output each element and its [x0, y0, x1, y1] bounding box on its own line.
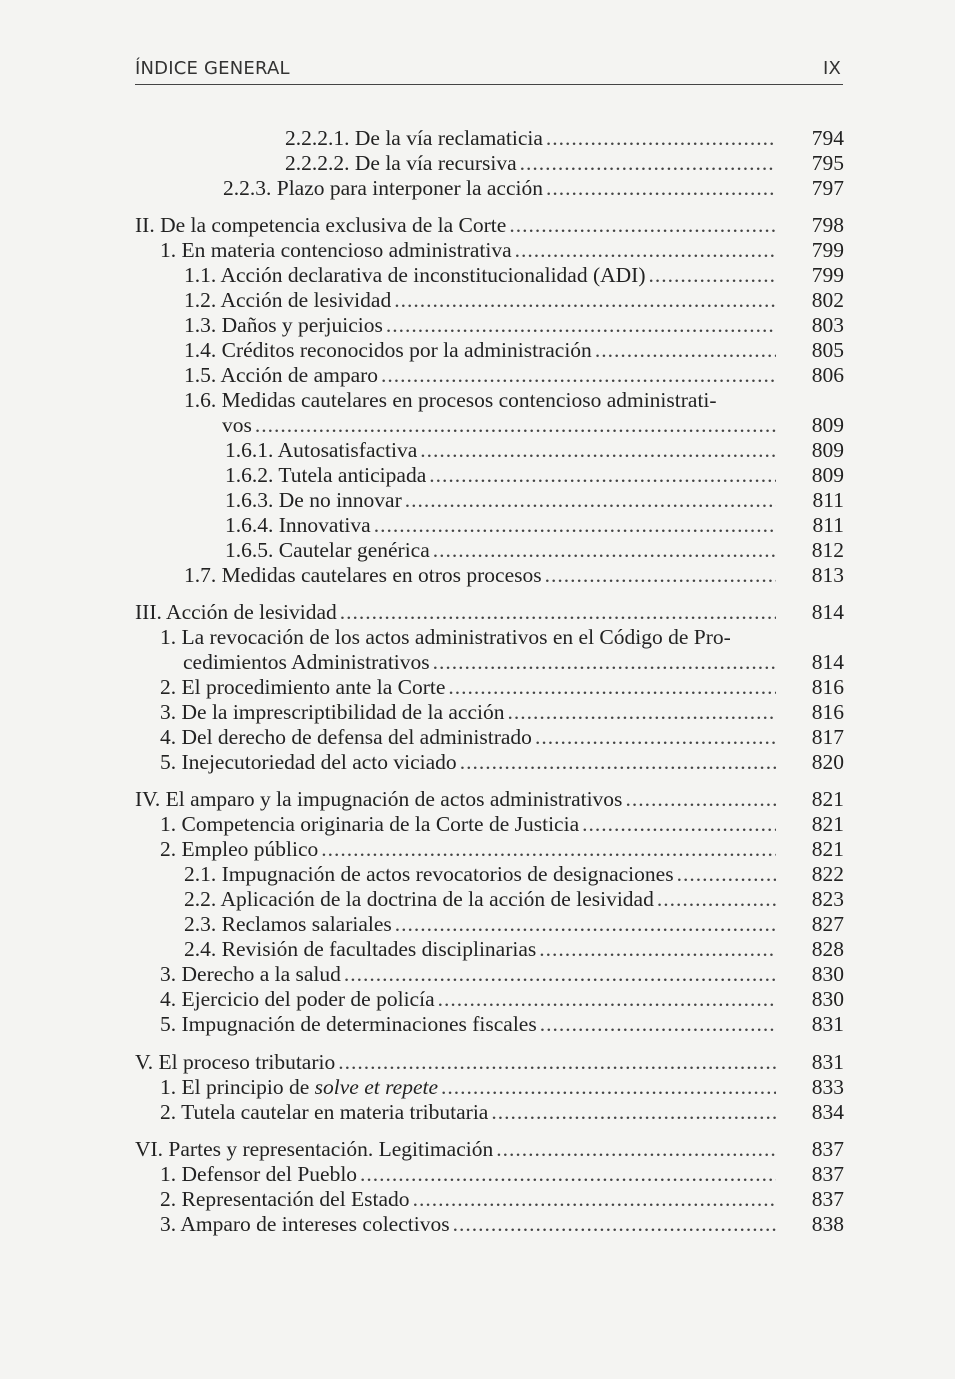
toc-page-number: 834: [811, 1100, 844, 1124]
toc-entry-label: 1. Competencia originaria de la Corte de Justicia: [160, 812, 580, 836]
toc-entry: [135, 787, 780, 812]
toc-entry: [160, 812, 780, 837]
toc-page-number: 811: [812, 488, 844, 512]
toc-entry-label: IV. El amparo y la impugnación de actos administrativos: [135, 787, 623, 811]
dot-leader: [546, 126, 776, 151]
dot-leader: [394, 288, 776, 313]
toc-entry-label: 2.2.2.1. De la vía reclamaticia: [285, 126, 543, 150]
toc-page-number: 809: [811, 438, 844, 462]
toc-entry: [135, 213, 780, 238]
toc-page-number: 821: [811, 812, 844, 836]
toc-entry-label: 1. En materia contencioso administrativa: [160, 238, 512, 262]
dot-leader: [420, 438, 776, 463]
toc-entry-label: V. El proceso tributario: [135, 1050, 336, 1074]
toc-entry: [225, 538, 780, 563]
toc-entry-label: 4. Ejercicio del poder de policía: [160, 987, 435, 1011]
dot-leader: [677, 862, 776, 887]
toc-entry-label: 2. Tutela cautelar en materia tributaria: [160, 1100, 489, 1124]
toc-entry-label: 2.2.3. Plazo para interponer la acción: [223, 176, 543, 200]
dot-leader: [433, 650, 776, 675]
dot-leader: [515, 238, 776, 263]
toc-entry: [160, 987, 780, 1012]
toc-page-number: 798: [811, 213, 844, 237]
toc-entry: [222, 413, 780, 438]
toc-entry: [160, 675, 780, 700]
toc-entry: [135, 1137, 780, 1162]
toc-page-number: 809: [811, 463, 844, 487]
toc-page-number: 795: [811, 151, 844, 175]
toc-page-number: 802: [811, 288, 844, 312]
dot-leader: [386, 313, 776, 338]
dot-leader: [539, 937, 776, 962]
toc-entry: [225, 438, 780, 463]
toc-page-number: 837: [811, 1187, 844, 1211]
toc-page-number: 831: [811, 1050, 844, 1074]
toc-entry-label: [160, 1075, 438, 1100]
toc-entry-label: 2.2.2.2. De la vía recursiva: [285, 151, 517, 175]
dot-leader: [413, 1187, 776, 1212]
dot-leader: [448, 675, 776, 700]
dot-leader: [582, 812, 776, 837]
toc-entry-label: 1.4. Créditos reconocidos por la administración: [184, 338, 592, 362]
toc-page-number: 831: [811, 1012, 844, 1036]
toc-entry-label-italic: solve et repete: [314, 1075, 439, 1099]
toc-entry: [184, 338, 780, 363]
toc-page-number: 837: [811, 1162, 844, 1186]
dot-leader: [540, 1012, 776, 1037]
dot-leader: [438, 987, 776, 1012]
toc-entry-label: 2.1. Impugnación de actos revocatorios de designaciones: [184, 862, 674, 886]
toc-entry: [160, 700, 780, 725]
dot-leader: [657, 887, 776, 912]
toc-entry-label: 4. Del derecho de defensa del administrado: [160, 725, 532, 749]
toc-entry: [184, 288, 780, 313]
toc-entry: [184, 363, 780, 388]
toc-entry-label: 1.6.2. Tutela anticipada: [225, 463, 427, 487]
toc-page-number: 837: [811, 1137, 844, 1161]
page-numeral: IX: [822, 58, 841, 79]
toc-entry: [160, 625, 780, 650]
dot-leader: [381, 363, 776, 388]
toc-page-number: 817: [811, 725, 844, 749]
toc-page-number: 805: [811, 338, 844, 362]
running-head-title: ÍNDICE GENERAL: [135, 58, 290, 79]
toc-entry: [225, 513, 780, 538]
toc-entry: [160, 1100, 780, 1125]
toc-entry-label: 2. El procedimiento ante la Corte: [160, 675, 446, 699]
toc-entry-label: II. De la competencia exclusiva de la Corte: [135, 213, 507, 237]
dot-leader: [360, 1162, 776, 1187]
toc-entry-label: 2.2. Aplicación de la doctrina de la acción de lesividad: [184, 887, 654, 911]
dot-leader: [255, 413, 776, 438]
toc-page-number: 811: [812, 513, 844, 537]
dot-leader: [520, 151, 776, 176]
toc-page-number: 794: [811, 126, 844, 150]
toc-entry-label: 1.6.5. Cautelar genérica: [225, 538, 430, 562]
toc-entry: [184, 862, 780, 887]
toc-page-number: 828: [811, 937, 844, 961]
dot-leader: [338, 1050, 776, 1075]
dot-leader: [595, 338, 776, 363]
toc-page-number: 830: [811, 962, 844, 986]
toc-entry: [160, 1012, 780, 1037]
toc-page-number: 830: [811, 987, 844, 1011]
toc-entry: [160, 750, 780, 775]
toc-entry-label: 2. Empleo público: [160, 837, 319, 861]
dot-leader: [649, 263, 777, 288]
toc-page-number: 809: [811, 413, 844, 437]
toc-entry: [160, 962, 780, 987]
toc-page-number: 821: [811, 837, 844, 861]
toc-entry: [160, 837, 780, 862]
toc-entry-label: 1.5. Acción de amparo: [184, 363, 379, 387]
toc-entry-label: 1.6.1. Autosatisfactiva: [225, 438, 418, 462]
dot-leader: [546, 176, 776, 201]
toc-entry-label: 1.6.4. Innovativa: [225, 513, 371, 537]
toc-entry-label: 1.6.3. De no innovar: [225, 488, 402, 512]
toc-entry: [225, 488, 780, 513]
dot-leader: [433, 538, 776, 563]
toc-page-number: 833: [811, 1075, 844, 1099]
toc-entry: [225, 463, 780, 488]
toc-page-number: 799: [811, 263, 844, 287]
toc-entry-label: 3. Amparo de intereses colectivos: [160, 1212, 450, 1236]
toc-entry: [160, 1212, 780, 1237]
dot-leader: [496, 1137, 776, 1162]
toc-entry-label: 1. La revocación de los actos administrativos en el Código de Pro-: [160, 625, 731, 649]
dot-leader: [344, 962, 776, 987]
toc-page-number: 814: [811, 600, 844, 624]
toc-entry: [184, 263, 780, 288]
toc-entry: [184, 937, 780, 962]
dot-leader: [321, 837, 776, 862]
toc-entry: [223, 176, 780, 201]
toc-entry-label: 3. De la imprescriptibilidad de la acción: [160, 700, 505, 724]
toc-page-number: 822: [811, 862, 844, 886]
dot-leader: [374, 513, 776, 538]
toc-entry: [184, 912, 780, 937]
toc-entry-label: 2. Representación del Estado: [160, 1187, 410, 1211]
dot-leader: [441, 1075, 776, 1100]
toc-entry-label: cedimientos Administrativos: [183, 650, 430, 674]
toc-entry-label: III. Acción de lesividad: [135, 600, 337, 624]
toc-page-number: 816: [811, 675, 844, 699]
dot-leader: [545, 563, 776, 588]
toc-page-number: 806: [811, 363, 844, 387]
toc-entry: [135, 1050, 780, 1075]
toc-entry-label: 1.6. Medidas cautelares en procesos contencioso administrati-: [184, 388, 717, 412]
dot-leader: [625, 787, 776, 812]
toc-entry-label: 2.3. Reclamos salariales: [184, 912, 392, 936]
toc-entry-label-text: 1. El principio de: [160, 1075, 315, 1099]
toc-entry: [184, 887, 780, 912]
toc-page-number: 838: [811, 1212, 844, 1236]
toc-page-number: 814: [811, 650, 844, 674]
toc-entry-label: 3. Derecho a la salud: [160, 962, 341, 986]
toc-entry-label: 5. Impugnación de determinaciones fiscales: [160, 1012, 537, 1036]
toc-entry: [160, 1187, 780, 1212]
toc-entry-label: 1.1. Acción declarativa de inconstitucionalidad (ADI): [184, 263, 646, 287]
toc-entry: [183, 650, 780, 675]
toc-page-number: 816: [811, 700, 844, 724]
toc-entry: [285, 126, 780, 151]
dot-leader: [507, 700, 776, 725]
toc-entry-label: vos: [222, 413, 252, 437]
toc-page-number: 821: [811, 787, 844, 811]
dot-leader: [405, 488, 776, 513]
toc-entry: [135, 600, 780, 625]
toc-entry: [184, 388, 780, 413]
toc-entry: [184, 563, 780, 588]
toc-entry-label: 1.2. Acción de lesividad: [184, 288, 392, 312]
toc-entry-label: 5. Inejecutoriedad del acto viciado: [160, 750, 457, 774]
dot-leader: [453, 1212, 776, 1237]
toc-page-number: 813: [811, 563, 844, 587]
toc-page-number: 803: [811, 313, 844, 337]
toc-entry: [184, 313, 780, 338]
toc-page-number: 820: [811, 750, 844, 774]
running-head: [135, 58, 843, 85]
toc-entry-label: 1.7. Medidas cautelares en otros procesos: [184, 563, 542, 587]
toc-entry: [160, 1162, 780, 1187]
toc-entry: [160, 1075, 780, 1100]
dot-leader: [429, 463, 776, 488]
dot-leader: [509, 213, 776, 238]
toc-page-number: 812: [811, 538, 844, 562]
dot-leader: [491, 1100, 776, 1125]
toc-entry: [160, 725, 780, 750]
toc-entry-label: VI. Partes y representación. Legitimación: [135, 1137, 494, 1161]
toc-page-number: 827: [811, 912, 844, 936]
dot-leader: [460, 750, 776, 775]
toc-entry: [285, 151, 780, 176]
toc-entry-label: 1.3. Daños y perjuicios: [184, 313, 383, 337]
toc-entry-label: 2.4. Revisión de facultades disciplinarias: [184, 937, 537, 961]
toc-page-number: 823: [811, 887, 844, 911]
toc-entry: [160, 238, 780, 263]
toc-entry-label: 1. Defensor del Pueblo: [160, 1162, 358, 1186]
dot-leader: [395, 912, 776, 937]
dot-leader: [535, 725, 776, 750]
toc-page-number: 799: [811, 238, 844, 262]
dot-leader: [340, 600, 776, 625]
toc-page-number: 797: [811, 176, 844, 200]
